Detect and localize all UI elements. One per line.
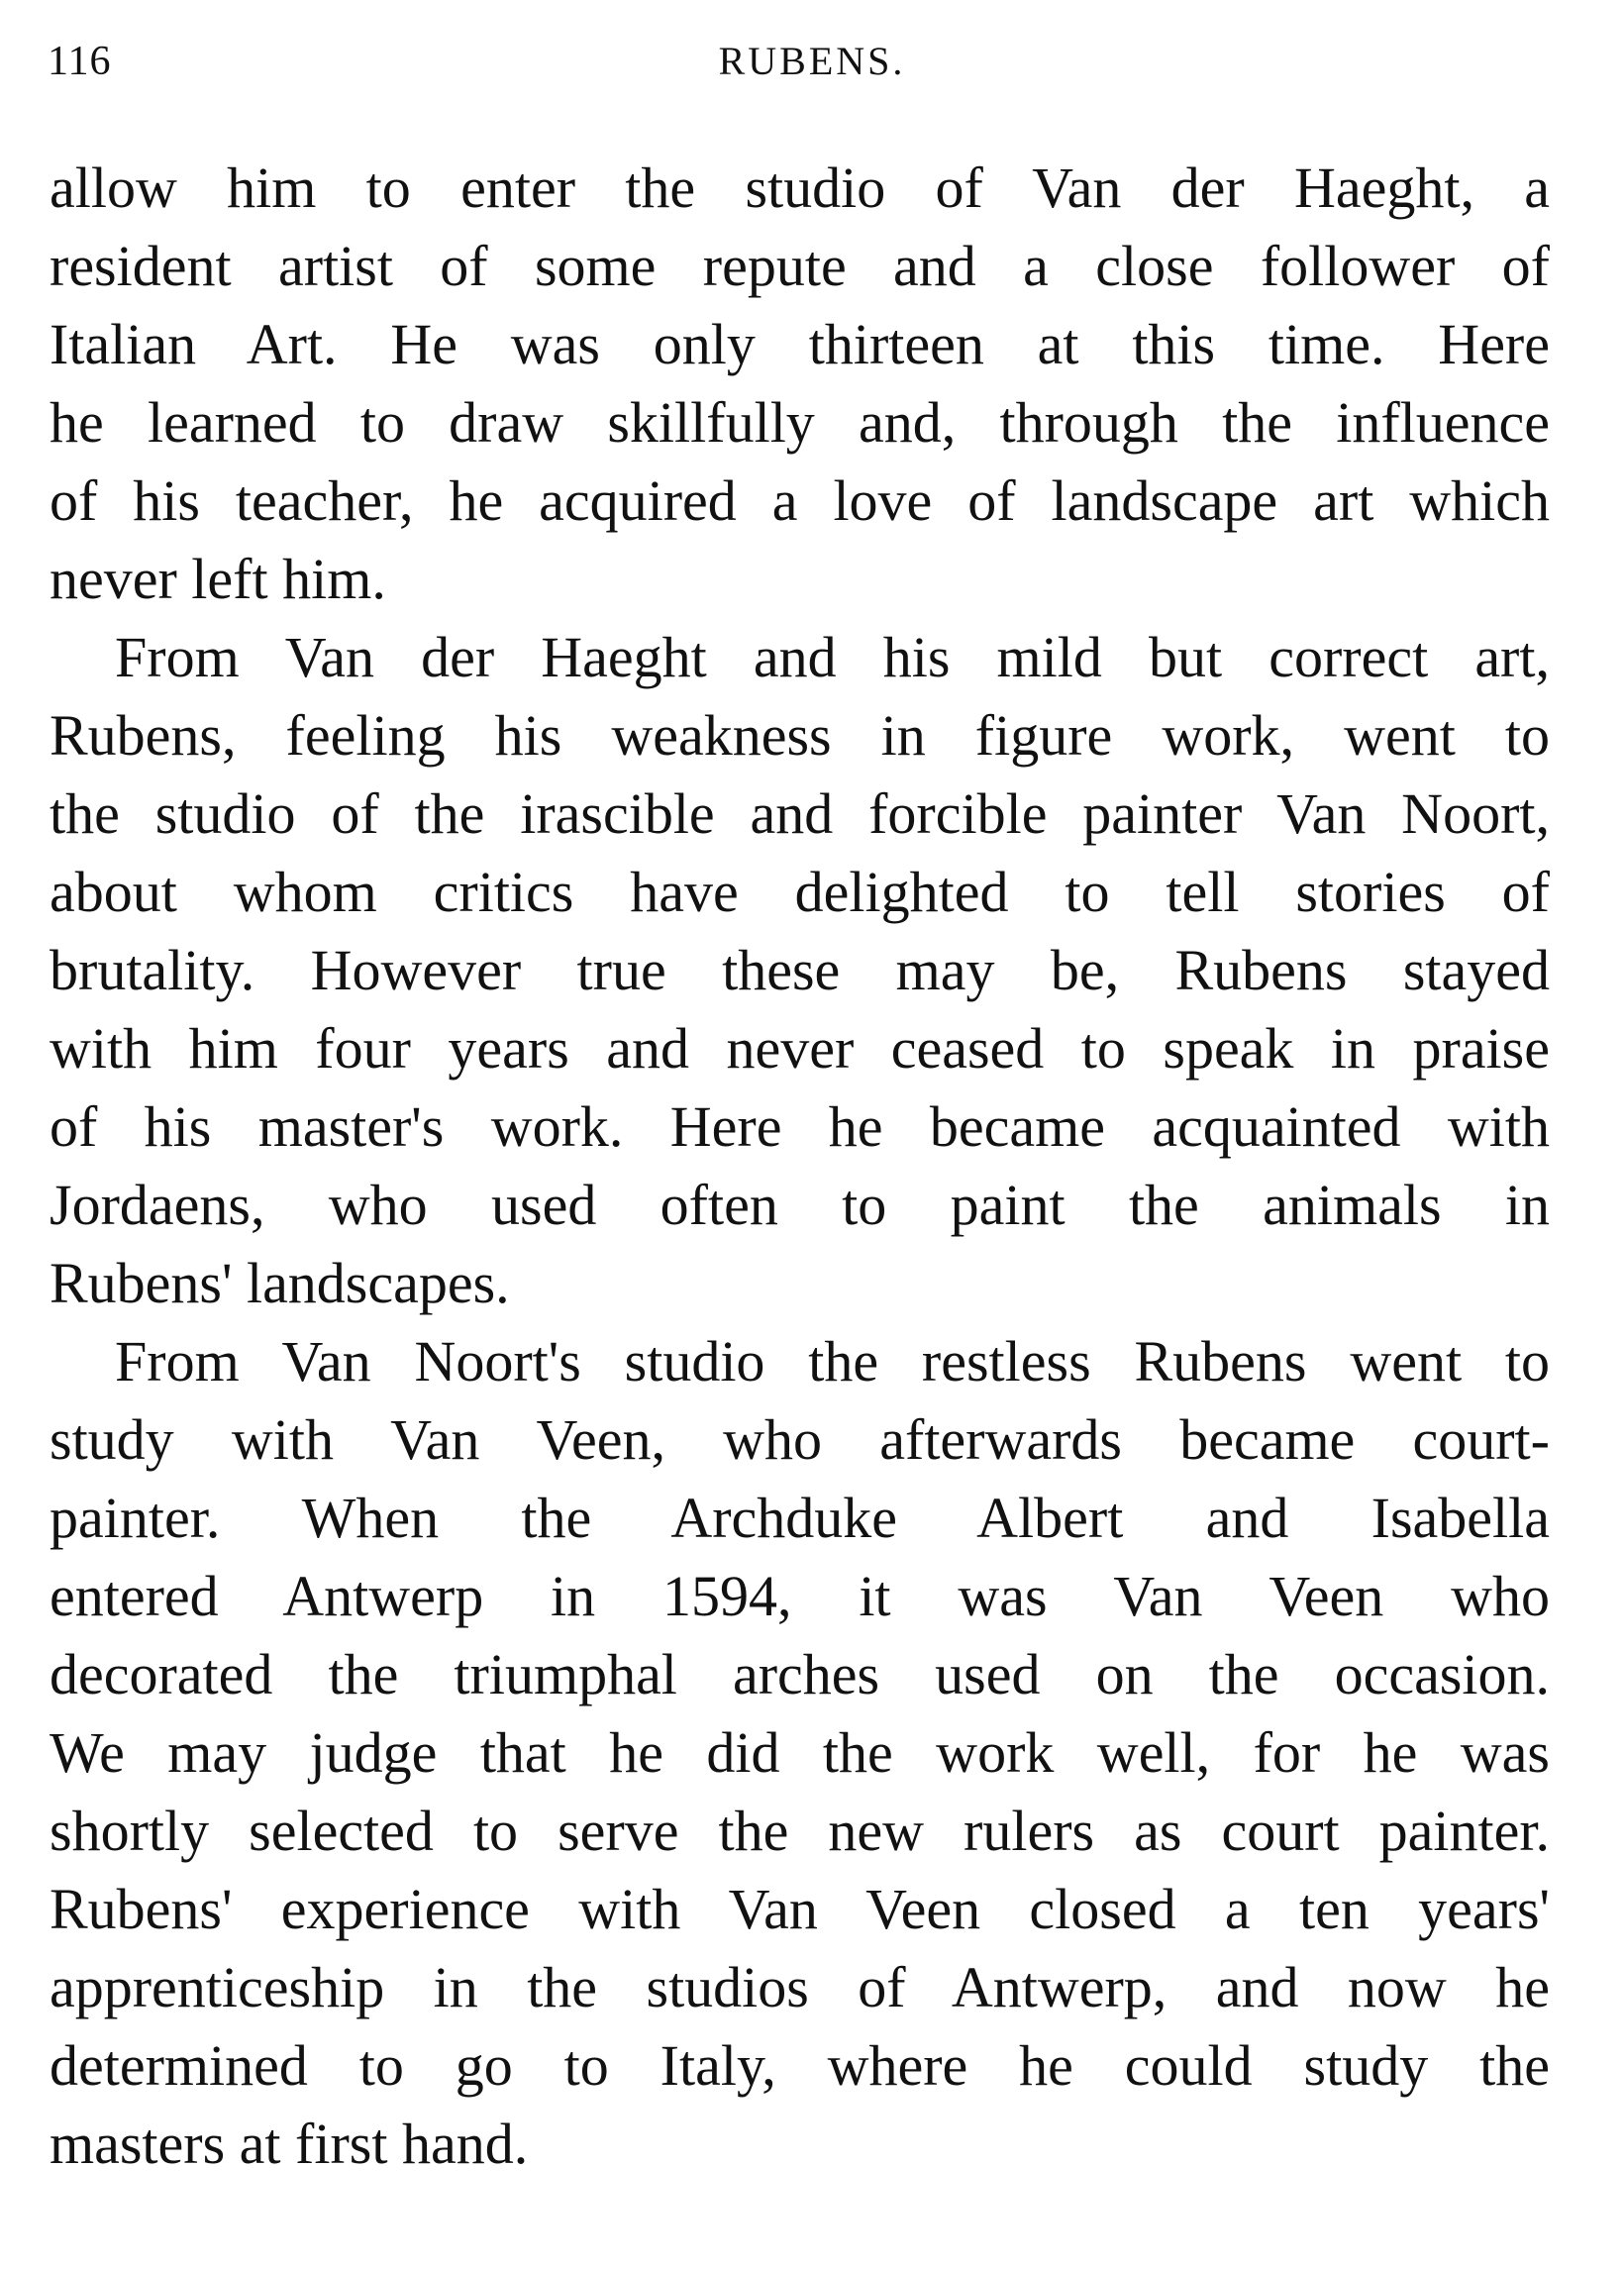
text-line: shortly selected to serve the new rulers as court painter. (50, 1799, 1550, 1863)
paragraph (50, 149, 1550, 618)
text-line: decorated the triumphal arches used on the occasion. (50, 1642, 1550, 1706)
body-text (50, 149, 1550, 2183)
text-line: painter. When the Archduke Albert and Isabella (50, 1486, 1550, 1550)
text-line: Rubens' landscapes. (50, 1251, 510, 1315)
running-head (48, 38, 1576, 97)
text-line: apprenticeship in the studios of Antwerp, and now he (50, 1955, 1550, 2019)
text-line: never left him. (50, 547, 386, 611)
text-line: of his master's work. Here he became acquainted with (50, 1094, 1550, 1159)
text-line: We may judge that he did the work well, for he was (50, 1720, 1550, 1785)
text-line: Jordaens, who used often to paint the animals in (50, 1173, 1550, 1237)
paragraph (50, 618, 1550, 1322)
text-line: with him four years and never ceased to speak in praise (50, 1016, 1550, 1081)
text-line: he learned to draw skillfully and, through the influence (50, 390, 1550, 455)
text-line: From Van Noort's studio the restless Rubens went to (115, 1329, 1550, 1393)
text-line: brutality. However true these may be, Rubens stayed (50, 938, 1550, 1002)
text-line: Rubens, feeling his weakness in figure work, went to (50, 703, 1550, 768)
paragraph (50, 1322, 1550, 2183)
text-line: From Van der Haeght and his mild but correct art, (115, 625, 1550, 689)
text-line: the studio of the irascible and forcible painter Van Noort, (50, 781, 1550, 846)
page-number: 116 (48, 39, 112, 84)
text-line: masters at first hand. (50, 2112, 529, 2176)
text-line: study with Van Veen, who afterwards became court- (50, 1407, 1550, 1472)
running-title: RUBENS. (718, 39, 906, 83)
text-line: about whom critics have delighted to tell stories of (50, 860, 1550, 924)
text-line: resident artist of some repute and a close follower of (50, 234, 1550, 298)
text-line: Italian Art. He was only thirteen at this time. Here (50, 312, 1550, 376)
text-line: entered Antwerp in 1594, it was Van Veen who (50, 1564, 1550, 1628)
text-line: of his teacher, he acquired a love of landscape art which (50, 468, 1550, 533)
text-line: allow him to enter the studio of Van der Haeght, a (50, 155, 1550, 220)
text-line: determined to go to Italy, where he could study the (50, 2033, 1550, 2098)
text-line: Rubens' experience with Van Veen closed a ten years' (50, 1877, 1550, 1941)
